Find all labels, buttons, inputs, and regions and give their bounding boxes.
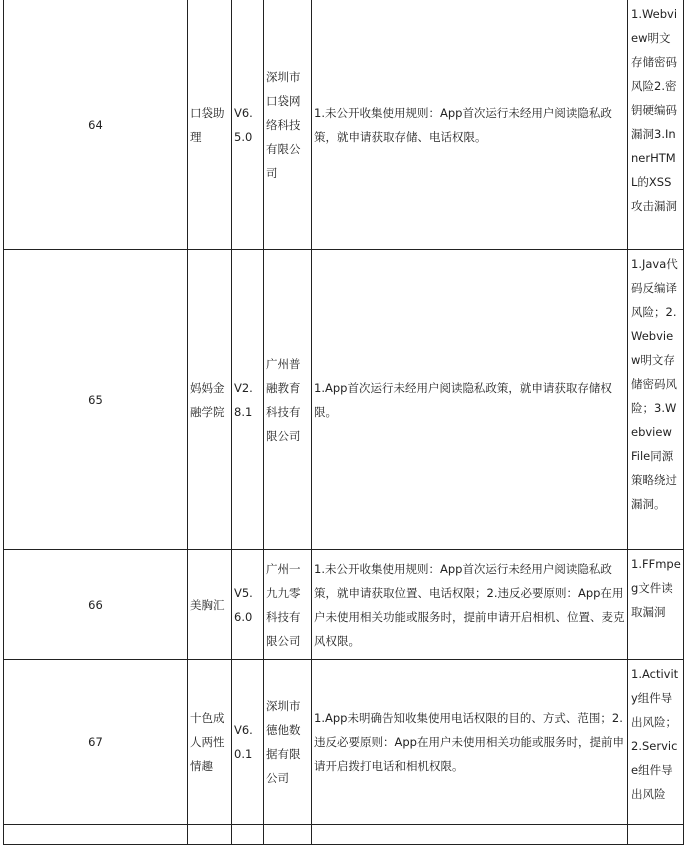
privacy-problem: 1.App未明确告知收集使用电话权限的目的、方式、范围；2.违反必要原则：App在用户未使用相关功能或服务时，提前申请开启拨打电话和相机权限。 xyxy=(312,660,628,825)
developer-company: 广州普融教育科技有限公司 xyxy=(264,250,312,550)
app-version: V6.0.1 xyxy=(232,660,264,825)
security-risk: 1.FFmpeg文件读取漏洞 xyxy=(628,550,684,660)
privacy-problem: 1.App首次运行未经用户阅读隐私政策，就申请获取存储权限。 xyxy=(312,250,628,550)
app-name: 十色成人两性情趣 xyxy=(188,660,232,825)
developer-company: 深圳市德他数据有限公司 xyxy=(264,660,312,825)
privacy-problem: 1.未公开收集使用规则：App首次运行未经用户阅读隐私政策，就申请获取位置、电话权限；2.违反必要原则：App在用户未使用相关功能或服务时，提前申请开启相机、位置、麦克风权限。 xyxy=(312,550,628,660)
privacy-problem: 1.未公开收集使用规则：App首次运行未经用户阅读隐私政策，就申请获取存储、电话权限。 xyxy=(312,0,628,250)
developer-company: 广州一九九零科技有限公司 xyxy=(264,550,312,660)
app-name: 口袋助理 xyxy=(188,0,232,250)
row-number: 66 xyxy=(4,550,188,660)
app-version: V5.6.0 xyxy=(232,550,264,660)
app-version: V6.5.0 xyxy=(232,0,264,250)
app-name: 妈妈金融学院 xyxy=(188,250,232,550)
table-row xyxy=(4,550,684,660)
table-row xyxy=(4,660,684,825)
table-row xyxy=(4,250,684,550)
row-number: 67 xyxy=(4,660,188,825)
app-name: 美胸汇 xyxy=(188,550,232,660)
security-risk: 1.Webview明文存储密码风险2.密钥硬编码漏洞3.InnerHTML的XSS攻击漏洞 xyxy=(628,0,684,250)
row-number: 65 xyxy=(4,250,188,550)
app-version: V2.8.1 xyxy=(232,250,264,550)
developer-company: 深圳市口袋网络科技有限公司 xyxy=(264,0,312,250)
security-risk: 1.Activity组件导出风险；2.Service组件导出风险 xyxy=(628,660,684,825)
app-audit-table xyxy=(3,0,684,845)
table-row xyxy=(4,0,684,250)
security-risk: 1.Java代码反编译风险；2.Webview明文存储密码风险；3.Webview File同源策略绕过漏洞。 xyxy=(628,250,684,550)
row-number: 64 xyxy=(4,0,188,250)
